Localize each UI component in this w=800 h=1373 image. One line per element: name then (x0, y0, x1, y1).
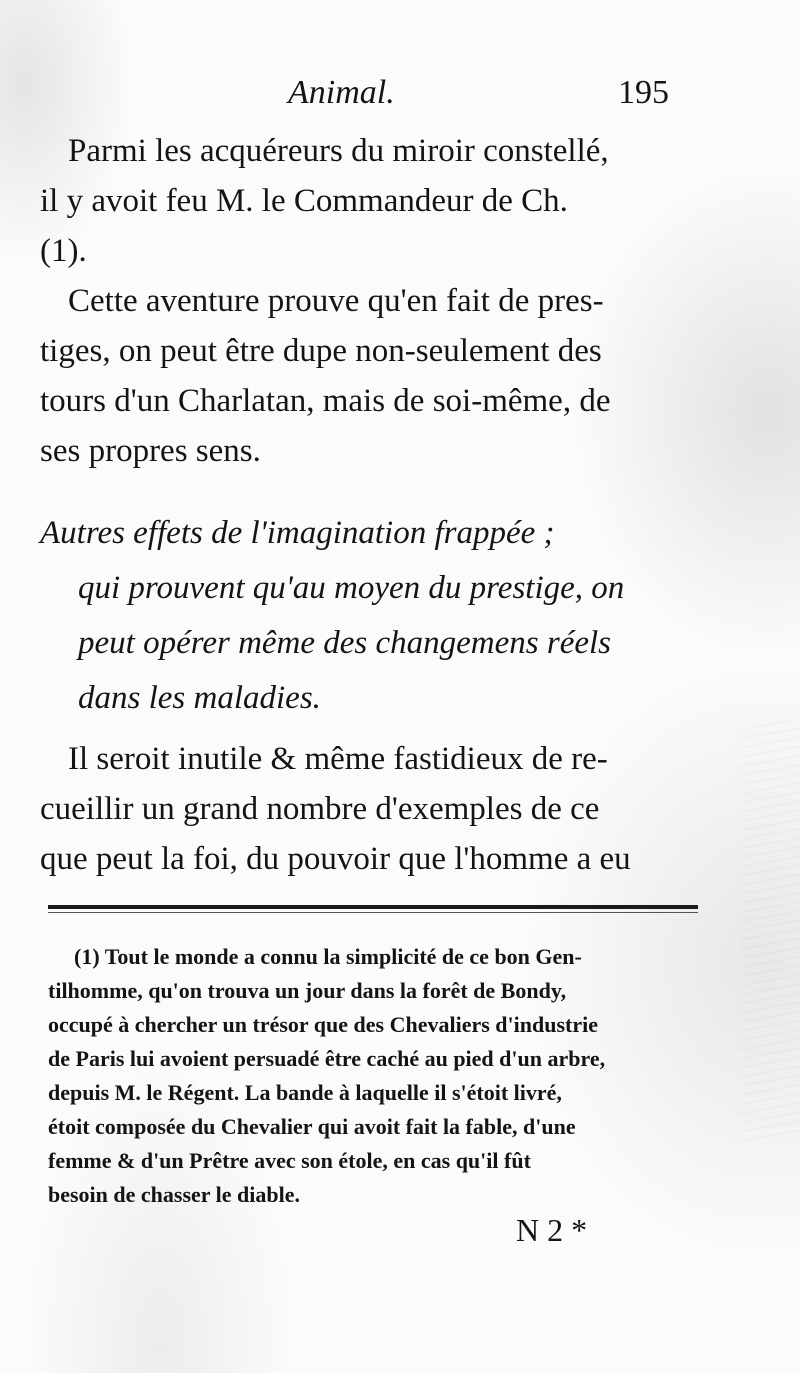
text-line: il y avoit feu M. le Commandeur de Ch. (40, 183, 568, 219)
text-line: Parmi les acquéreurs du miroir constellé, (68, 133, 609, 169)
footnote-line: tilhomme, qu'on trouva un jour dans la forêt de Bondy, (48, 978, 567, 1003)
heading-line: Autres effets de l'imagination frappée ; (40, 515, 555, 551)
footnote-line: femme & d'un Prêtre avec son étole, en cas qu'il fût (48, 1148, 531, 1173)
paragraph-1 (40, 126, 700, 276)
text-line: (1). (40, 233, 87, 269)
text-line: tours d'un Charlatan, mais de soi-même, de (40, 383, 611, 419)
show-through-texture (740, 720, 800, 1140)
footnote-rule-thin (48, 912, 698, 913)
text-line: cueillir un grand nombre d'exemples de ce (40, 791, 600, 827)
footnote-rule (48, 905, 698, 909)
page-number: 195 (618, 74, 669, 111)
footnote-line: (1) Tout le monde a connu la simplicité de ce bon Gen- (74, 944, 582, 969)
footnote-line: depuis M. le Régent. La bande à laquelle il s'étoit livré, (48, 1080, 562, 1105)
running-title: Animal. (288, 74, 395, 111)
paragraph-2 (40, 276, 700, 476)
paragraph-3 (40, 734, 700, 884)
footnote-line: étoit composée du Chevalier qui avoit fait la fable, d'une (48, 1114, 576, 1139)
text-line: ses propres sens. (40, 433, 261, 469)
footnote-line: besoin de chasser le diable. (48, 1182, 301, 1207)
heading-line: dans les maladies. (78, 680, 321, 716)
footnote-line: de Paris lui avoient persuadé être caché au pied d'un arbre, (48, 1046, 606, 1071)
text-line: Il seroit inutile & même fastidieux de re- (68, 741, 608, 777)
running-head (0, 74, 800, 124)
heading-line: qui prouvent qu'au moyen du prestige, on (78, 570, 625, 606)
footnote-line: occupé à chercher un trésor que des Chevaliers d'industrie (48, 1012, 598, 1037)
text-line: Cette aventure prouve qu'en fait de pres- (68, 283, 604, 319)
footnote (48, 940, 704, 1212)
text-line: que peut la foi, du pouvoir que l'homme a eu (40, 841, 631, 877)
heading-line: peut opérer même des changemens réels (78, 625, 612, 661)
text-line: tiges, on peut être dupe non-seulement des (40, 333, 602, 369)
main-text (40, 126, 700, 476)
signature-mark: N 2 * (516, 1212, 588, 1248)
section-heading (40, 506, 700, 726)
